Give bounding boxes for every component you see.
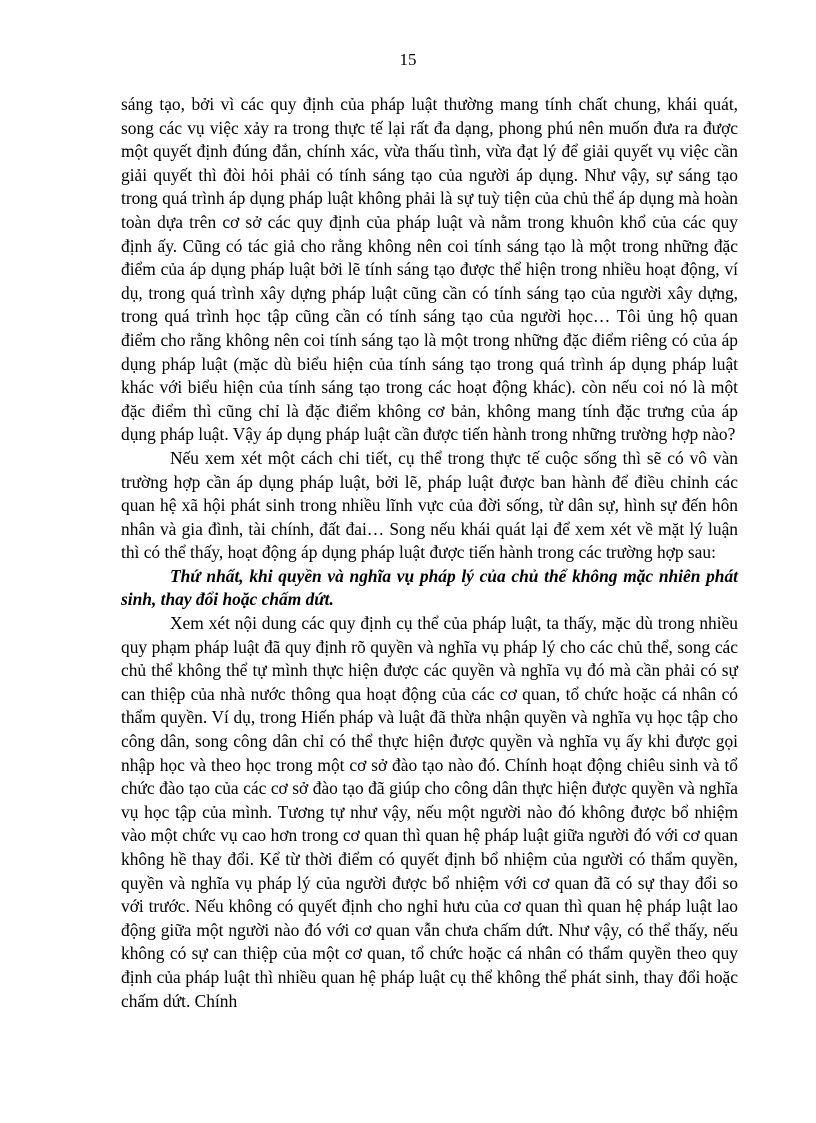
paragraph-application-cases: Nếu xem xét một cách chi tiết, cụ thể trong thực tế cuộc sống thì sẽ có vô vàn trường hợp cần áp dụng pháp luật, bởi lẽ, pháp luật được ban hành để điều chỉnh các quan hệ xã hội phát sinh trong nhiều lĩnh vực của đời sống, từ dân sự, hình sự đến hôn nhân và gia đình, tài chính, đất đai… Song nếu khái quát lại để xem xét về mặt lý luận thì có thể thấy, hoạt động áp dụng pháp luật được tiến hành trong các trường hợp sau:: [121, 447, 738, 563]
page-number: 15: [399, 50, 417, 69]
section-heading-first-case: Thứ nhất, khi quyền và nghĩa vụ pháp lý của chủ thể không mặc nhiên phát sinh, thay đổi hoặc chấm dứt.: [121, 565, 738, 610]
paragraph-continuation: sáng tạo, bởi vì các quy định của pháp luật thường mang tính chất chung, khái quát, song các vụ việc xảy ra trong thực tế lại rất đa dạng, phong phú nên muốn đưa ra được một quyết định đúng đắn, chính xác, vừa thấu tình, vừa đạt lý để giải quyết vụ việc cần giải quyết thì đòi hỏi phải có tính sáng tạo của người áp dụng. Như vậy, sự sáng tạo trong quá trình áp dụng pháp luật không phải là sự tuỳ tiện của chủ thể áp dụng mà hoàn toàn dựa trên cơ sở các quy định của pháp luật và nằm trong khuôn khổ của các quy định ấy. Cũng có tác giả cho rằng không nên coi tính sáng tạo là một trong những đặc điểm của áp dụng pháp luật bởi lẽ tính sáng tạo được thể hiện trong nhiều hoạt động, ví dụ, trong quá trình xây dựng pháp luật cũng cần có tính sáng tạo của người xây dựng, trong quá trình học tập cũng cần có tính sáng tạo của người học… Tôi ủng hộ quan điểm cho rằng không nên coi tính sáng tạo là một trong những đặc điểm riêng có của áp dụng pháp luật (mặc dù biểu hiện của tính sáng tạo trong quá trình áp dụng pháp luật khác với biểu hiện của tính sáng tạo trong các hoạt động khác). còn nếu coi nó là một đặc điểm thì cũng chỉ là đặc điểm không cơ bản, không mang tính đặc trưng của áp dụng pháp luật. Vậy áp dụng pháp luật cần được tiến hành trong những trường hợp nào?: [121, 94, 738, 445]
paragraph-first-case-body: Xem xét nội dung các quy định cụ thể của pháp luật, ta thấy, mặc dù trong nhiều quy phạm pháp luật đã quy định rõ quyền và nghĩa vụ pháp lý cho các chủ thể, song các chủ thể không thể tự mình thực hiện được các quyền và nghĩa vụ đó mà cần phải có sự can thiệp của nhà nước thông qua hoạt động của các cơ quan, tổ chức hoặc cá nhân có thẩm quyền. Ví dụ, trong Hiến pháp và luật đã thừa nhận quyền và nghĩa vụ học tập cho công dân, song công dân chỉ có thể thực hiện được quyền và nghĩa vụ ấy khi được gọi nhập học và theo học trong một cơ sở đào tạo nào đó. Chính hoạt động chiêu sinh và tổ chức đào tạo của các cơ sở đào tạo đã giúp cho công dân thực hiện được quyền và nghĩa vụ học tập của mình. Tương tự như vậy, nếu một người nào đó không được bổ nhiệm vào một chức vụ cao hơn trong cơ quan thì quan hệ pháp luật giữa người đó với cơ quan không hề thay đổi. Kể từ thời điểm có quyết định bổ nhiệm của người có thẩm quyền, quyền và nghĩa vụ pháp lý của người được bổ nhiệm với cơ quan đã có sự thay đổi so với trước. Nếu không có quyết định cho nghỉ hưu của cơ quan thì quan hệ pháp luật lao động giữa một người nào đó với cơ quan vẫn chưa chấm dứt. Như vậy, có thể thấy, nếu không có sự can thiệp của một cơ quan, tổ chức hoặc cá nhân có thẩm quyền theo quy định của pháp luật thì nhiều quan hệ pháp luật cụ thể không thể phát sinh, thay đổi hoặc chấm dứt. Chính: [121, 613, 738, 1011]
document-body: [121, 93, 738, 1013]
